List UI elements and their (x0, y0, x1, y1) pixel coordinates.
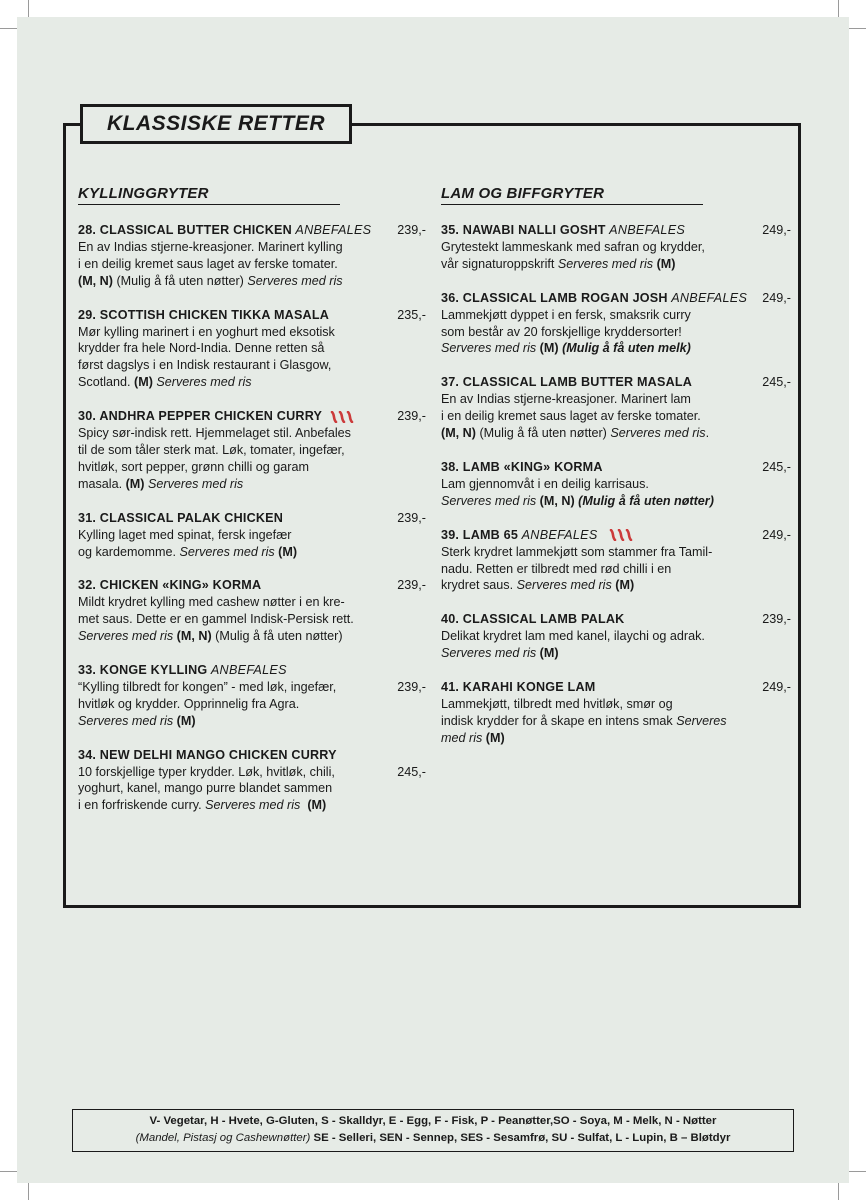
crop-mark (838, 1183, 839, 1200)
menu-item-29 (78, 307, 426, 392)
menu-item-30 (78, 408, 426, 493)
item-name: 28. CLASSICAL BUTTER CHICKEN (78, 223, 292, 237)
item-price: 239,- (397, 578, 426, 593)
item-desc: hvitløk og krydder. Opprinnelig fra Agra. (78, 696, 300, 711)
item-tag: ANBEFALES (521, 527, 598, 542)
item-desc: krydret saus. Serveres med ris (M) (441, 578, 635, 593)
allergen-line-2: (Mandel, Pistasj og Cashewnøtter) SE - Selleri, SEN - Sennep, SES - Sesamfrø, SU - Sulfat, L - Lupin, B – Bløtdyr (135, 1132, 731, 1144)
item-name: 38. LAMB «KING» KORMA (441, 459, 603, 474)
crop-mark (28, 0, 29, 17)
crop-mark (838, 0, 839, 17)
item-desc: Serveres med ris (M, N) (Mulig å få uten nøtter) (78, 629, 343, 644)
item-price: 239,- (762, 612, 791, 627)
item-price: 239,- (397, 223, 426, 237)
item-desc: og kardemomme. Serveres med ris (M) (78, 544, 298, 559)
item-desc: i en deilig kremet saus laget av ferske tomater. (441, 409, 701, 424)
item-desc: nadu. Retten er tilbredt med rød chilli i en (441, 561, 672, 576)
item-desc: Serveres med ris (M) (78, 713, 196, 728)
item-desc: Spicy sør-indisk rett. Hjemmelaget stil. Anbefales (78, 426, 351, 441)
item-desc: “Kylling tilbredt for kongen” - med løk, ingefær, 239,- (78, 679, 426, 694)
item-name: 40. CLASSICAL LAMB PALAK (441, 612, 625, 627)
item-desc: krydder fra hele Nord-India. Denne retten så (78, 341, 325, 356)
crop-mark (0, 28, 17, 29)
item-desc: Serveres med ris (M) (Mulig å få uten melk) (441, 341, 691, 356)
item-price: 239,- (397, 510, 426, 525)
chili-heat-icon (609, 529, 635, 541)
menu-item-40 (441, 611, 791, 662)
lamb-heading: LAM OG BIFFGRYTER (441, 185, 703, 205)
menu-item-33 (78, 662, 426, 730)
menu-item-31 (78, 510, 426, 561)
item-desc: først dagslys i en Indisk restaurant i Glasgow, (78, 358, 332, 373)
item-tag: ANBEFALES (671, 290, 748, 305)
allergen-line-1: V- Vegetar, H - Hvete, G-Gluten, S - Skalldyr, E - Egg, F - Fisk, P - Peanøtter,SO - Soya, M - Melk, N - Nøtter (149, 1115, 717, 1127)
item-desc: 10 forskjellige typer krydder. Løk, hvitløk, chili, 245,- (78, 764, 426, 779)
item-price: 249,- (762, 527, 791, 542)
item-tag: ANBEFALES (295, 223, 372, 237)
crop-mark (849, 1171, 866, 1172)
item-price: 239,- (397, 409, 426, 424)
item-desc: (M, N) (Mulig å få uten nøtter) Serveres med ris. (441, 426, 710, 441)
item-desc: Kylling laget med spinat, fersk ingefær (78, 527, 292, 542)
item-desc: En av Indias stjerne-kreasjoner. Marinert lam (441, 392, 691, 407)
item-desc: met saus. Dette er en gammel Indisk-Persisk rett. (78, 612, 354, 627)
column-chicken (78, 185, 426, 831)
item-desc: (M, N) (Mulig å få uten nøtter) Serveres med ris (78, 273, 343, 288)
item-tag: ANBEFALES (609, 223, 686, 237)
menu-item-39 (441, 527, 791, 595)
item-desc: Serveres med ris (M) (441, 646, 559, 661)
menu-item-36 (441, 290, 791, 358)
item-name: 31. CLASSICAL PALAK CHICKEN (78, 510, 284, 525)
item-desc: Sterk krydret lammekjøtt som stammer fra Tamil- (441, 544, 713, 559)
item-desc: yoghurt, kanel, mango purre blandet sammen (78, 781, 333, 796)
item-desc: Grytestekt lammeskank med safran og krydder, (441, 239, 705, 254)
item-desc: som består av 20 forskjellige kryddersorter! (441, 324, 682, 339)
menu-item-34 (78, 747, 426, 815)
crop-mark (849, 28, 866, 29)
item-desc: masala. (M) Serveres med ris (78, 476, 244, 491)
item-price: 235,- (397, 307, 426, 322)
item-name: 36. CLASSICAL LAMB ROGAN JOSH (441, 290, 668, 305)
item-name: 29. SCOTTISH CHICKEN TIKKA MASALA (78, 307, 330, 322)
item-desc: Delikat krydret lam med kanel, ilaychi og adrak. (441, 629, 705, 644)
item-desc: med ris (M) (441, 730, 505, 745)
item-name: 32. CHICKEN «KING» KORMA (78, 578, 262, 593)
menu-item-35 (441, 222, 791, 273)
section-title: KLASSISKE RETTER (106, 112, 326, 135)
item-price: 245,- (762, 375, 791, 390)
item-desc: hvitløk, sort pepper, grønn chilli og garam (78, 459, 309, 474)
item-desc: til de som tåler sterk mat. Løk, tomater, ingefær, (78, 442, 345, 457)
menu-item-41 (441, 679, 791, 747)
item-desc: Scotland. (M) Serveres med ris (78, 375, 252, 390)
section-title-box (80, 104, 352, 144)
item-price: 249,- (762, 223, 791, 237)
column-lamb (441, 185, 791, 764)
item-name: 35. NAWABI NALLI GOSHT (441, 223, 606, 237)
item-price: 239,- (397, 679, 426, 694)
item-price: 249,- (762, 290, 791, 305)
item-desc: vår signaturoppskrift Serveres med ris (M) (441, 256, 676, 271)
item-name: 34. NEW DELHI MANGO CHICKEN CURRY (78, 747, 337, 762)
menu-item-28 (78, 222, 426, 290)
item-desc: Mildt krydret kylling med cashew nøtter i en kre- (78, 595, 345, 610)
item-price: 245,- (762, 459, 791, 474)
menu-item-32 (78, 577, 426, 645)
item-tag: ANBEFALES (210, 663, 287, 678)
item-desc: indisk krydder for å skape en intens smak Serveres (441, 713, 727, 728)
item-desc: Lam gjennomvåt i en deilig karrisaus. (441, 476, 649, 491)
item-desc: i en deilig kremet saus laget av ferske tomater. (78, 256, 338, 271)
item-price: 249,- (762, 680, 791, 695)
item-name: 33. KONGE KYLLING (78, 663, 208, 678)
item-name: 37. CLASSICAL LAMB BUTTER MASALA (441, 375, 693, 390)
item-name: 30. ANDHRA PEPPER CHICKEN CURRY (78, 409, 323, 424)
chili-heat-icon (330, 411, 356, 423)
chicken-heading: KYLLINGGRYTER (78, 185, 340, 205)
crop-mark (0, 1171, 17, 1172)
item-desc: Mør kylling marinert i en yoghurt med eksotisk (78, 324, 335, 339)
item-desc: Lammekjøtt dyppet i en fersk, smaksrik curry (441, 307, 691, 322)
allergen-legend (72, 1109, 794, 1152)
item-desc: En av Indias stjerne-kreasjoner. Marinert kylling (78, 239, 343, 254)
crop-mark (28, 1183, 29, 1200)
item-name: 39. LAMB 65 (441, 527, 519, 542)
item-desc: Lammekjøtt, tilbredt med hvitløk, smør og (441, 696, 673, 711)
item-price: 245,- (397, 764, 426, 779)
menu-item-38 (441, 459, 791, 510)
item-desc: Serveres med ris (M, N) (Mulig å få uten nøtter) (441, 493, 714, 508)
menu-item-37 (441, 374, 791, 442)
item-name: 41. KARAHI KONGE LAM (441, 680, 596, 695)
item-desc: i en forfriskende curry. Serveres med ris (M) (78, 798, 327, 813)
